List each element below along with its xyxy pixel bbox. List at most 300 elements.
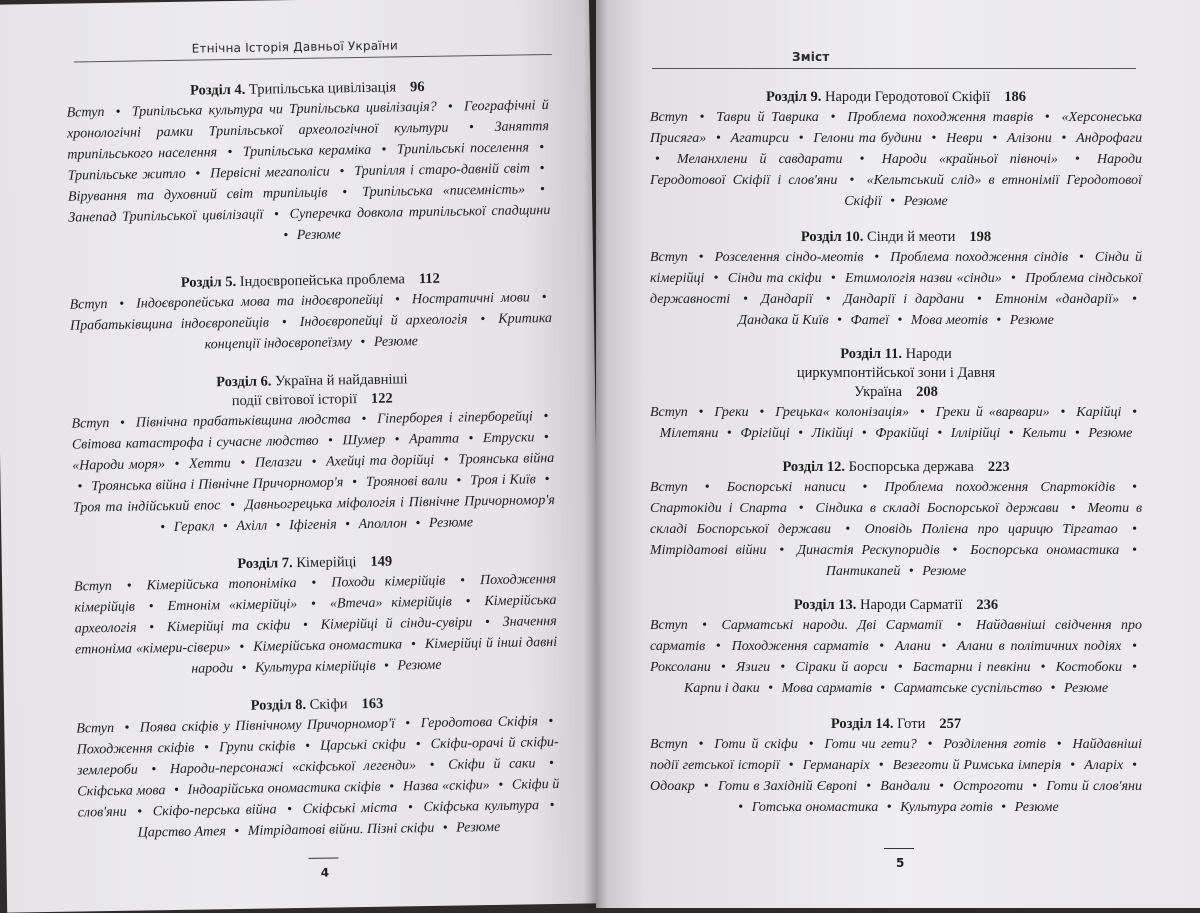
bullet-separator: •	[908, 564, 914, 579]
section-heading	[650, 88, 1142, 107]
bullet-separator: •	[720, 660, 726, 675]
section-label: Розділ 9.	[766, 89, 822, 105]
bullet-separator: •	[698, 250, 704, 265]
subtopic-entry: Народи-персонажі «скіфської легенди»	[169, 758, 417, 778]
subtopic-entry: Скіфи й слов'яни	[77, 776, 560, 821]
section-heading	[650, 228, 1142, 247]
subtopic-entry: Сінди й кімерійці	[650, 250, 1143, 286]
subtopic-entry: Розселення сіндо-меотів	[714, 250, 864, 265]
subtopic-entry: Одоакр	[650, 779, 695, 794]
subtopic-entry: Дандарії і дардани	[843, 292, 965, 307]
subtopic-entry: Вступ	[650, 405, 688, 420]
subtopic-entry: Резюме	[1064, 681, 1109, 696]
subtopic-entry: Геракл	[173, 519, 215, 535]
subtopic-entry: «Херсонеська Присяга»	[650, 110, 1143, 146]
bullet-separator: •	[1132, 480, 1138, 495]
bullet-separator: •	[849, 173, 855, 188]
section-page-number: 223	[987, 459, 1010, 475]
subtopic-entry: Алани	[894, 639, 931, 654]
bullet-separator: •	[699, 110, 705, 125]
subtopic-entry: Світова катастрофа і сучасне людство	[71, 433, 319, 453]
subtopic-entry: Вступ	[650, 110, 688, 125]
subtopic-entry: Трипільська кераміка	[242, 142, 372, 160]
bullet-separator: •	[704, 480, 710, 495]
subtopic-entry: Кімерійці й інші давні народи	[191, 634, 558, 677]
bullet-separator: •	[241, 660, 247, 676]
bullet-separator: •	[204, 740, 210, 756]
subtopic-entry: Аларіх	[1084, 758, 1124, 773]
subtopic-entry: Остроготи	[953, 779, 1024, 794]
bullet-separator: •	[305, 738, 311, 754]
bullet-separator: •	[798, 501, 804, 516]
subtopic-entry: Проблема походження сіндів	[890, 250, 1069, 265]
subtopic-entry: Готи й слов'яни	[1046, 779, 1142, 794]
right-page	[596, 0, 1200, 908]
section-subtopics	[74, 569, 558, 682]
bullet-separator: •	[389, 779, 395, 795]
bullet-separator: •	[861, 426, 867, 441]
bullet-separator: •	[702, 618, 708, 633]
subtopic-entry: Трипільські поселення	[396, 140, 530, 158]
bullet-separator: •	[415, 516, 421, 532]
bullet-separator: •	[273, 207, 280, 223]
bullet-separator: •	[713, 271, 719, 286]
toc-section	[650, 715, 1142, 818]
bullet-separator: •	[716, 131, 721, 146]
section-subtopics	[650, 247, 1142, 331]
subtopic-entry: Шумер	[342, 432, 386, 449]
subtopic-entry: Кімерійці й сінди-сувіри	[320, 615, 473, 633]
bullet-separator: •	[738, 800, 744, 815]
subtopic-entry: Готська ономастика	[751, 800, 879, 815]
toc-section	[650, 596, 1142, 699]
subtopic-entry: Меланхлени й савдарати	[677, 152, 843, 167]
subtopic-entry: Везеготи й Римська імперія	[892, 758, 1062, 773]
bullet-separator: •	[149, 620, 155, 636]
subtopic-entry: Назва «скіфи»	[402, 778, 490, 795]
bullet-separator: •	[1070, 501, 1076, 516]
subtopic-entry: Прабатьківщина індоєвропейців	[69, 315, 270, 334]
subtopic-entry: Культура кімерійців	[254, 658, 376, 676]
section-label: Розділ 7.	[237, 555, 293, 572]
subtopic-entry: Геродотова Скіфія	[420, 714, 539, 732]
subtopic-entry: Суперечка довкола трипільської спадщини	[289, 203, 551, 223]
subtopic-entry: Гелони та будини	[813, 131, 922, 146]
subtopic-entry: Резюме	[1088, 426, 1133, 441]
bullet-separator: •	[543, 430, 549, 446]
section-subtopics	[70, 287, 553, 358]
subtopic-entry: Вандали	[880, 779, 930, 794]
subtopic-entry: Народи «крайньої півночі»	[881, 152, 1058, 167]
subtopic-entry: Аполлон	[358, 516, 408, 533]
subtopic-entry: Германаріх	[802, 758, 870, 773]
page-number: 4	[320, 865, 330, 880]
subtopic-entry: Мітрідатові війни. Пізні скіфи	[247, 820, 435, 839]
subtopic-entry: Етнонім «дандарії»	[994, 292, 1120, 307]
bullet-separator: •	[119, 296, 125, 312]
subtopic-entry: Карпи і даки	[683, 681, 760, 696]
bullet-separator: •	[977, 292, 982, 307]
subtopic-entry: Географічні й хронологічні рамки Трипільської археологічної культури	[66, 98, 549, 142]
subtopic-entry: Розділення готів	[943, 737, 1046, 752]
bullet-separator: •	[275, 518, 281, 534]
toc-section	[650, 88, 1142, 212]
bullet-separator: •	[498, 777, 504, 793]
subtopic-entry: Алани в політичних подіях	[957, 639, 1122, 654]
subtopic-entry: Алізони	[1006, 131, 1052, 146]
bullet-separator: •	[759, 405, 765, 420]
subtopic-entry: Найдавніші свідчення про сарматів	[650, 618, 1143, 654]
bullet-separator: •	[798, 426, 804, 441]
bullet-separator: •	[788, 758, 794, 773]
bullet-separator: •	[287, 802, 293, 818]
toc-column	[650, 74, 1142, 818]
subtopic-entry: Скіфи-орачі й скіфи-землероби	[76, 734, 559, 779]
subtopic-entry: Сарматські народи. Дві Сарматії	[721, 618, 943, 633]
subtopic-entry: Троянська війна і Північне Причорномор'я	[91, 475, 344, 495]
bullet-separator: •	[539, 140, 545, 156]
subtopic-entry: Костобоки	[1055, 660, 1122, 675]
bullet-separator: •	[1050, 681, 1056, 696]
subtopic-entry: Вступ	[650, 618, 688, 633]
bullet-separator: •	[1056, 737, 1062, 752]
subtopic-entry: Фракійці	[875, 426, 929, 441]
bullet-separator: •	[394, 292, 401, 308]
section-label: Розділ 8.	[250, 696, 307, 714]
toc-section	[71, 368, 556, 540]
section-heading	[650, 345, 1142, 402]
subtopic-entry: Бастарни і певкіни	[912, 660, 1031, 675]
header-rule	[74, 54, 552, 63]
bullet-separator: •	[429, 757, 435, 774]
bullet-separator: •	[825, 292, 831, 307]
section-title: Індоєвропейська проблема	[239, 271, 406, 290]
bullet-separator: •	[119, 415, 126, 431]
subtopic-entry: Резюме	[922, 564, 967, 579]
subtopic-entry: Спартокіди і Спарта	[650, 501, 787, 516]
bullet-separator: •	[1008, 426, 1014, 441]
subtopic-entry: Резюме	[428, 515, 474, 531]
section-title: Готи	[897, 716, 926, 732]
section-subtopics	[650, 615, 1142, 699]
bullet-separator: •	[222, 519, 228, 535]
subtopic-entry: Вступ	[69, 297, 108, 313]
section-page-number: 163	[361, 695, 384, 713]
subtopic-entry: Трипільська культура чи Трипільська цивілізація?	[131, 99, 437, 120]
bullet-separator: •	[931, 131, 937, 146]
toc-column	[66, 62, 560, 844]
bullet-separator: •	[239, 639, 245, 655]
bullet-separator: •	[160, 520, 166, 536]
bullet-separator: •	[465, 594, 471, 610]
subtopic-entry: Царство Атея	[137, 824, 227, 841]
bullet-separator: •	[541, 290, 547, 306]
subtopic-entry: Резюме	[1014, 800, 1059, 815]
section-title: Народи Сарматії	[860, 597, 963, 613]
toc-section	[74, 550, 558, 682]
subtopic-entry: Північна прабатьківщина людства	[135, 412, 351, 431]
bullet-separator: •	[1075, 152, 1080, 167]
bullet-separator: •	[830, 110, 836, 125]
running-head: Зміст	[792, 50, 830, 64]
subtopic-entry: Резюме	[373, 334, 419, 350]
bullet-separator: •	[195, 166, 201, 182]
subtopic-entry: Резюме	[903, 194, 948, 209]
subtopic-entry: Вступ	[650, 480, 688, 495]
subtopic-entry: Первісні мегаполіси	[210, 164, 330, 182]
bullet-separator: •	[240, 455, 246, 471]
subtopic-entry: Грецька« колонізація»	[775, 405, 910, 420]
bullet-separator: •	[480, 312, 486, 328]
subtopic-entry: Проблема походження Спартокідів	[884, 480, 1116, 495]
subtopic-entry: Трипільська «писемність»	[362, 182, 526, 200]
subtopic-entry: Іфігенія	[289, 517, 337, 534]
section-page-number: 198	[969, 229, 992, 245]
section-title: Трипільська цивілізація	[248, 79, 397, 98]
bullet-separator: •	[1040, 660, 1046, 675]
bullet-separator: •	[383, 658, 390, 674]
bullet-separator: •	[460, 573, 466, 589]
subtopic-entry: Сарматське суспільство	[893, 681, 1043, 696]
bullet-separator: •	[779, 543, 785, 558]
bullet-separator: •	[548, 714, 554, 730]
section-page-number: 208	[916, 384, 938, 400]
subtopic-entry: Поява скіфів у Північному Причорномор'ї	[139, 716, 396, 736]
section-subtopics	[650, 734, 1142, 818]
subtopic-entry: Вступ	[650, 737, 688, 752]
bullet-separator: •	[173, 782, 180, 799]
section-subtopics	[71, 406, 555, 540]
section-title: Сінди й меоти	[867, 229, 956, 245]
section-subtopics	[650, 402, 1142, 444]
bullet-separator: •	[283, 228, 289, 244]
subtopic-entry: Занепад Трипільської цивілізації	[68, 207, 264, 226]
bullet-separator: •	[698, 737, 704, 752]
section-heading	[650, 596, 1142, 615]
subtopic-entry: «Кельтський слід» в етнонімії Геродотової Скіфії	[844, 173, 1143, 209]
bullet-separator: •	[539, 161, 545, 177]
subtopic-entry: Проблема походження таврів	[847, 110, 1034, 125]
bullet-separator: •	[879, 639, 885, 654]
bullet-separator: •	[996, 313, 1002, 328]
page-number: 5	[896, 856, 905, 870]
running-head: Етнічна Історія Давньої України	[191, 38, 399, 56]
section-title: Кімерійці	[296, 554, 357, 572]
bullet-separator: •	[874, 250, 880, 265]
subtopic-entry: Скіфо-перська війна	[152, 802, 277, 820]
section-title: Боспорська держава	[848, 459, 974, 475]
section-label: Розділ 4.	[189, 81, 246, 99]
subtopic-entry: Резюме	[456, 819, 501, 836]
subtopic-entry: Вступ	[71, 415, 110, 432]
bullet-separator: •	[1132, 758, 1138, 773]
subtopic-entry: Царські скіфи	[320, 737, 406, 754]
bullet-separator: •	[484, 615, 491, 631]
subtopic-entry: Найдавніші події гетської історії	[650, 737, 1143, 773]
subtopic-entry: Кімерійська археологія	[74, 592, 557, 637]
subtopic-entry: Культура готів	[900, 800, 993, 815]
subtopic-entry: Давньогрецька міфологія і Північне Причорномор'я	[244, 493, 555, 513]
bullet-separator: •	[897, 313, 903, 328]
bullet-separator: •	[1032, 779, 1038, 794]
bullet-separator: •	[415, 737, 421, 753]
bullet-separator: •	[361, 411, 367, 428]
bullet-separator: •	[311, 454, 317, 470]
subtopic-entry: Мова сарматів	[781, 681, 872, 696]
subtopic-entry: Династія Рескупоридів	[797, 543, 940, 558]
subtopic-entry: Неври	[946, 131, 983, 146]
bullet-separator: •	[897, 660, 903, 675]
bullet-separator: •	[447, 99, 453, 115]
subtopic-entry: Троя та індійський епос	[72, 498, 221, 516]
bullet-separator: •	[927, 737, 933, 752]
bullet-separator: •	[543, 409, 549, 425]
subtopic-entry: Мова меотів	[910, 313, 988, 328]
subtopic-entry: Греки	[714, 405, 749, 420]
bullet-separator: •	[339, 164, 345, 180]
subtopic-entry: Скіфські міста	[302, 800, 398, 818]
bullet-separator: •	[1132, 543, 1138, 558]
section-label: Розділ 6.	[216, 373, 272, 391]
section-title: Народи Геродотової Скіфії	[824, 89, 991, 105]
subtopic-entry: Ахейці та дорійці	[325, 452, 435, 470]
bullet-separator: •	[937, 426, 943, 441]
bullet-separator: •	[1070, 758, 1076, 773]
bullet-separator: •	[352, 475, 358, 491]
subtopic-entry: Троянська війна	[458, 451, 555, 468]
bullet-separator: •	[830, 271, 836, 286]
subtopic-entry: Роксолани	[650, 660, 711, 675]
subtopic-entry: Вступ	[66, 105, 105, 121]
section-label: Розділ 13.	[793, 597, 857, 613]
bullet-separator: •	[405, 716, 411, 732]
bullet-separator: •	[442, 820, 448, 836]
subtopic-entry: Таври й Таврика	[716, 110, 819, 125]
bullet-separator: •	[703, 779, 709, 794]
subtopic-entry: Етнонім «кімерійці»	[167, 597, 298, 615]
bullet-separator: •	[549, 798, 555, 814]
section-title: Народи циркумпонтійської зони і Давня Україна	[796, 346, 996, 400]
subtopic-entry: Походи кімерійців	[331, 573, 446, 591]
bullet-separator: •	[655, 152, 660, 167]
bullet-separator: •	[941, 639, 947, 654]
subtopic-entry: Оповідь Полієна про царицю Тіргатао	[864, 522, 1118, 537]
subtopic-entry: Гіперборея і гіперборейці	[377, 409, 533, 427]
subtopic-entry: Походження скіфів	[76, 740, 195, 758]
subtopic-entry: Кімерійська ономастика	[253, 637, 403, 655]
toc-section	[76, 692, 560, 845]
subtopic-entry: Ахілл	[236, 518, 268, 535]
bullet-separator: •	[230, 498, 236, 514]
subtopic-entry: Вірування та духовний світ трипільців	[67, 185, 328, 205]
subtopic-entry: Індоєвропейці й археологія	[299, 312, 468, 330]
bullet-separator: •	[443, 452, 449, 468]
folio-rule	[884, 848, 914, 849]
bullet-separator: •	[743, 292, 749, 307]
subtopic-entry: Дандака й Київ	[738, 313, 829, 328]
bullet-separator: •	[952, 543, 958, 558]
bullet-separator: •	[151, 762, 157, 778]
bullet-separator: •	[342, 185, 348, 201]
bullet-separator: •	[227, 145, 233, 161]
subtopic-entry: Резюме	[1009, 313, 1054, 328]
section-page-number: 186	[1004, 89, 1026, 105]
subtopic-entry: Троя і Київ	[470, 472, 536, 489]
subtopic-entry: Індоарійська ономастика скіфів	[187, 779, 381, 798]
bullet-separator: •	[956, 618, 962, 633]
bullet-separator: •	[360, 334, 366, 351]
bullet-separator: •	[468, 120, 475, 136]
section-title: Україна й найдавніші події світової історії	[231, 371, 408, 410]
subtopic-entry: Боспорська ономастика	[970, 543, 1120, 558]
bullet-separator: •	[1061, 131, 1067, 146]
subtopic-entry: Етруски	[482, 430, 535, 447]
subtopic-entry: Греки й «варвари»	[935, 405, 1050, 420]
bullet-separator: •	[115, 104, 121, 120]
subtopic-entry: Критика концепції індоєвропеїзму	[204, 311, 553, 353]
bullet-separator: •	[124, 720, 130, 736]
subtopic-entry: Язиги	[736, 660, 771, 675]
subtopic-entry: Походження сарматів	[731, 639, 869, 654]
subtopic-entry: Меоти в складі Боспорської держави	[650, 501, 1143, 537]
subtopic-entry: Троянові вали	[365, 473, 448, 490]
subtopic-entry: Фатеї	[850, 313, 889, 328]
section-subtopics	[650, 107, 1142, 212]
bullet-separator: •	[544, 472, 550, 488]
bullet-separator: •	[410, 637, 417, 653]
toc-section	[650, 345, 1142, 444]
bullet-separator: •	[878, 758, 884, 773]
bullet-separator: •	[715, 639, 721, 654]
bullet-separator: •	[1044, 110, 1050, 125]
subtopic-entry: Вступ	[74, 578, 112, 595]
bullet-separator: •	[808, 737, 814, 752]
section-title: Скіфи	[309, 696, 348, 713]
section-subtopics	[650, 477, 1142, 582]
section-page-number: 257	[939, 716, 962, 732]
subtopic-entry: Готи в Західній Європі	[717, 779, 858, 794]
bullet-separator: •	[1132, 522, 1137, 537]
bullet-separator: •	[548, 756, 555, 772]
bullet-separator: •	[148, 599, 154, 615]
bullet-separator: •	[381, 142, 387, 158]
subtopic-entry: Аратта	[408, 431, 460, 448]
subtopic-entry: Скіфська мова	[77, 783, 166, 800]
subtopic-entry: Вступ	[650, 250, 688, 265]
subtopic-entry: Кельти	[1022, 426, 1067, 441]
bullet-separator: •	[859, 152, 865, 167]
subtopic-entry: Іллірійці	[950, 426, 1001, 441]
subtopic-entry: Скіфи й саки	[448, 756, 536, 773]
bullet-separator: •	[1079, 250, 1084, 265]
subtopic-entry: Готи чи гети?	[824, 737, 917, 752]
subtopic-entry: Заняття трипільського населення	[67, 119, 550, 163]
section-heading	[650, 458, 1142, 477]
section-label: Розділ 14.	[830, 716, 894, 732]
subtopic-entry: Готи й скіфи	[714, 737, 798, 752]
subtopic-entry: Ностратичні мови	[411, 290, 530, 308]
subtopic-entry: Сіндика в складі Боспорської держави	[815, 501, 1059, 516]
subtopic-entry: Резюме	[296, 227, 341, 244]
section-label: Розділ 12.	[782, 459, 845, 475]
toc-section	[650, 228, 1142, 331]
bullet-separator: •	[1060, 405, 1066, 420]
subtopic-entry: Мітрідатові війни	[650, 543, 767, 558]
subtopic-entry: Етимологія назви «сінди»	[845, 271, 1002, 286]
subtopic-entry: Мілетяни	[659, 426, 719, 441]
section-page-number: 112	[418, 270, 440, 288]
section-page-number: 122	[370, 390, 393, 407]
